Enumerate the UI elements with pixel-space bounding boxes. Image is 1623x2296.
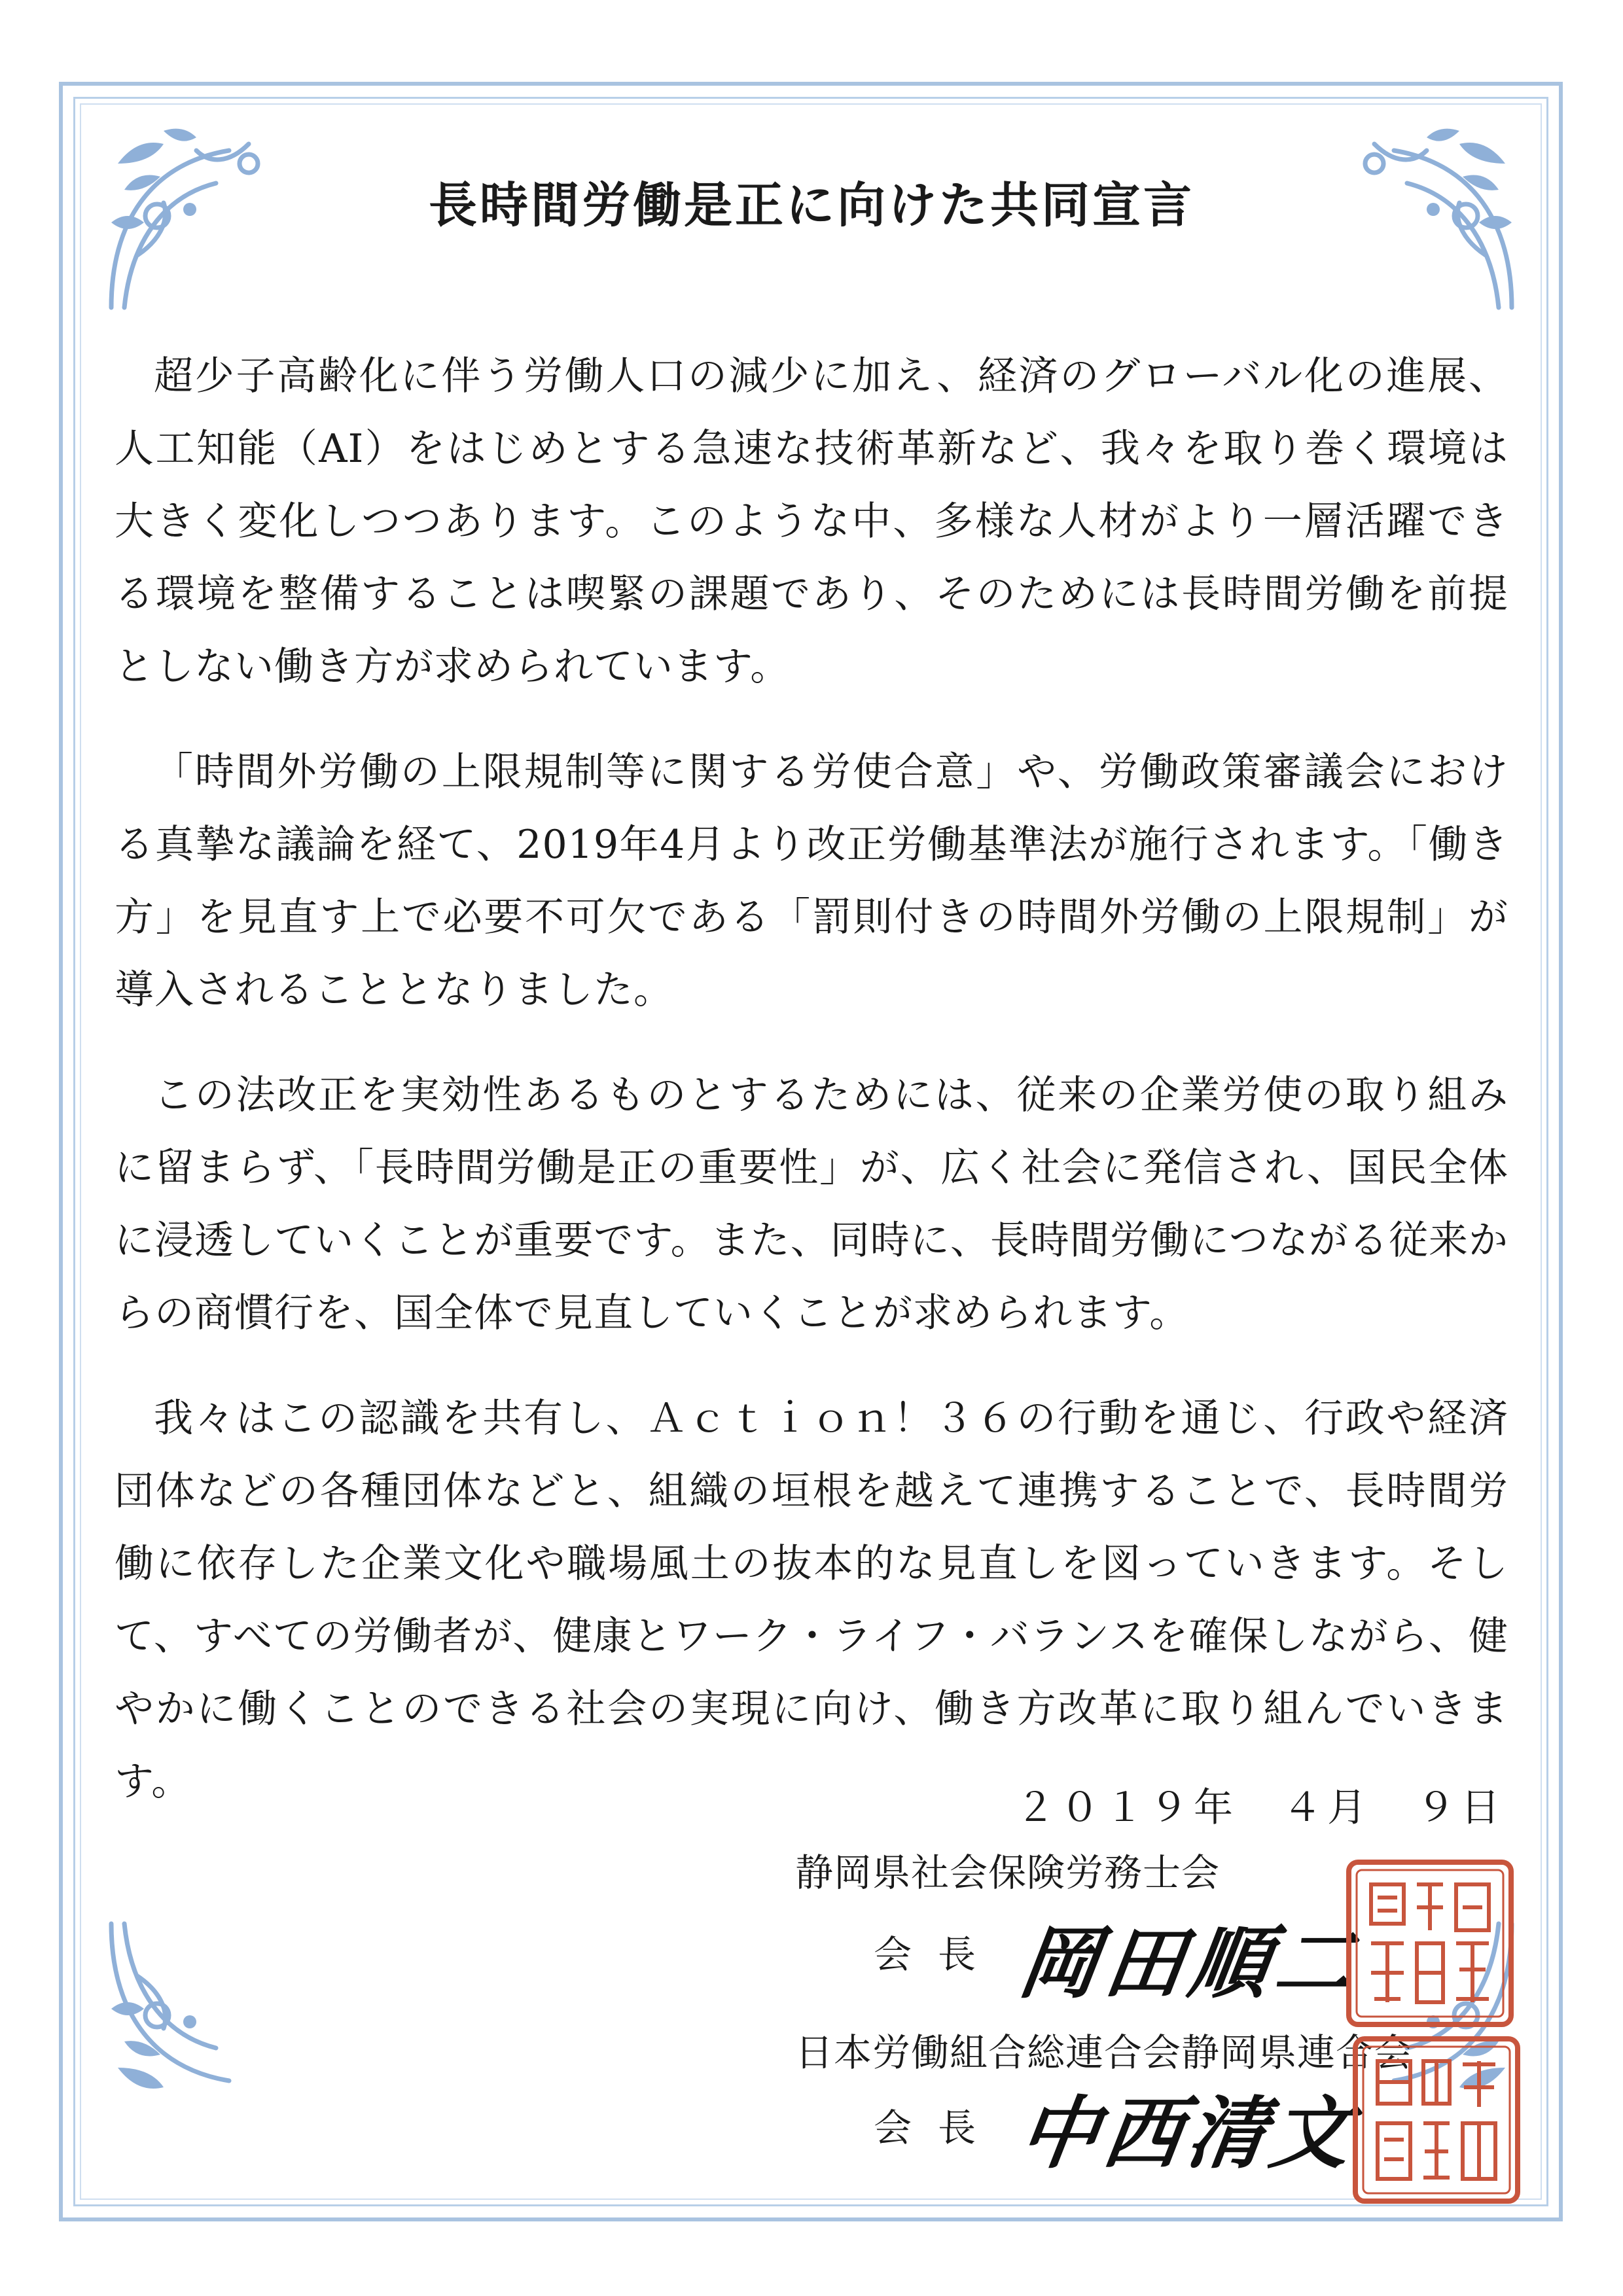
declaration-body — [115, 340, 1508, 1851]
handwritten-signature: 岡田順二 — [1013, 1918, 1367, 2009]
corner-ornament-icon — [98, 1911, 294, 2107]
handwritten-signature: 中西清文 — [1013, 2089, 1362, 2180]
declaration-date: ２０１９年 ４月 ９日 — [1016, 1785, 1505, 1831]
signatory-organization: 日本労働組合総連合会静岡県連合会 — [795, 2030, 1414, 2075]
paragraph: 「時間外労働の上限規制等に関する労使合意」や、労働政策審議会における真摯な議論を経て、2019年4月より改正労働基準法が施行されます。「働き方」を見直す上で必要不可欠である「罰則付きの時間外労働の上限規制」が導入されることとなりました。 — [115, 749, 1508, 1013]
paragraph: この法改正を実効性あるものとするためには、従来の企業労使の取り組みに留まらず、「長時間労働是正の重要性」が、広く社会に発信され、国民全体に浸透していくことが重要です。また、同時に、長時間労働につながる従来からの商慣行を、国全体で見直していくことが求められます。 — [115, 1072, 1508, 1336]
document-title: 長時間労働是正に向けた共同宣言 — [429, 177, 1194, 234]
official-seal-icon — [1345, 1858, 1515, 2028]
signatory-position: 会長 — [874, 2106, 1003, 2150]
signatory-position: 会長 — [874, 1932, 1003, 1977]
paragraph: 我々はこの認識を共有し、Ａｃｔｉｏｎ！３６の行動を通じ、行政や経済団体などの各種団体などと、組織の垣根を越えて連携することで、長時間労働に依存した企業文化や職場風土の抜本的な見直しを図っていきます。そして、すべての労働者が、健康とワーク・ライフ・バランスを確保しながら、健やかに働くことのできる社会の実現に向け、働き方改革に取り組んでいきます。 — [115, 1396, 1508, 1805]
official-seal-icon — [1351, 2035, 1522, 2205]
signatory-organization: 静岡県社会保険労務士会 — [795, 1850, 1221, 1895]
paragraph: 超少子高齢化に伴う労働人口の減少に加え、経済のグローバル化の進展、人工知能（AI）をはじめとする急速な技術革新など、我々を取り巻く環境は大きく変化しつつあります。このような中、多様な人材がより一層活躍できる環境を整備することは喫緊の課題であり、そのためには長時間労働を前提としない働き方が求められています。 — [115, 353, 1508, 690]
